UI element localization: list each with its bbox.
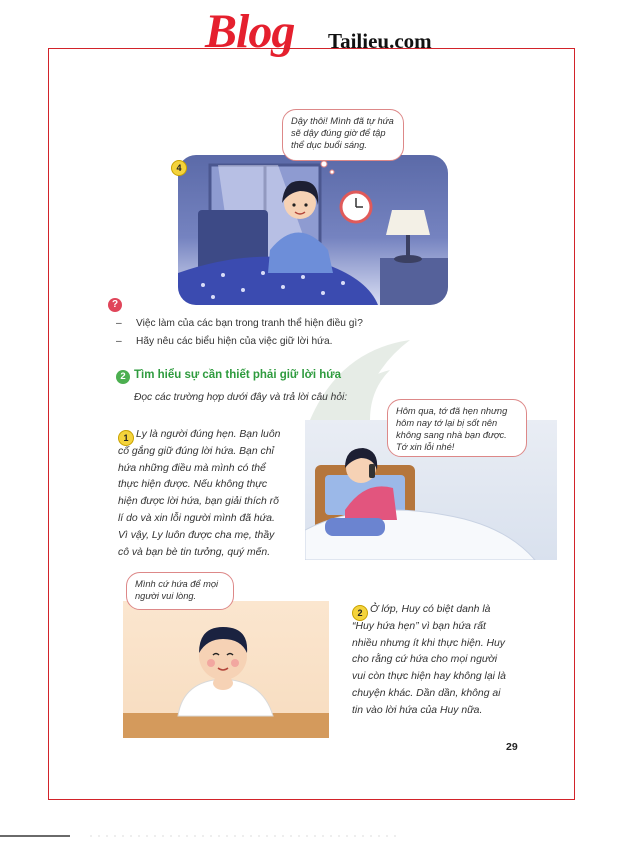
illustration-girl-alarm-clock xyxy=(178,155,448,305)
case2-paragraph xyxy=(352,602,530,720)
case1-line: lí do và xin lỗi người mình đã hứa. xyxy=(118,512,275,524)
case1-line: cố gắng giữ đúng lời hứa. Bạn chỉ xyxy=(118,445,274,457)
section-number-badge: 2 xyxy=(116,370,130,384)
illustration-boy-thinking xyxy=(123,601,329,738)
case1-line: hiện được lời hứa, bạn giải thích rõ xyxy=(118,496,279,508)
question-item-1: – Việc làm của các bạn trong tranh thể hiện điều gì? xyxy=(116,318,363,329)
case1-line: cô và bạn bè tin tưởng, quý mến. xyxy=(118,546,271,558)
case1-number-badge: 1 xyxy=(118,430,134,446)
section-title: Tìm hiểu sự cần thiết phải giữ lời hứa xyxy=(134,369,341,381)
speech-bubble-wake-up: Dậy thôi! Mình đã tự hứa sẽ dậy đúng giờ để tập thể dục buổi sáng. xyxy=(282,109,404,161)
case2-number-badge: 2 xyxy=(352,605,368,621)
case2-line: “Huy hứa hẹn” vì bạn hứa rất xyxy=(352,620,486,632)
girl-bed-illustration-icon xyxy=(178,155,448,305)
bubble-tail-dots-icon xyxy=(318,160,348,180)
case2-line: Ở lớp, Huy có biệt danh là xyxy=(370,604,491,615)
speech-bubble-promise: Mình cứ hứa để mọi người vui lòng. xyxy=(126,572,234,610)
logo-blog-text: Blog xyxy=(205,5,295,58)
case2-line: cho rằng cứ hứa cho mọi người xyxy=(352,654,498,666)
case1-paragraph xyxy=(118,427,296,561)
case2-line: tin vào lời hứa của Huy nữa. xyxy=(352,704,483,716)
footer-divider-icon xyxy=(0,830,625,842)
case1-line: hứa những điều mà mình có thể xyxy=(118,462,266,474)
question-icon: ? xyxy=(108,298,122,312)
case2-line: nhiều nhưng ít khi thực hiện. Huy xyxy=(352,637,505,649)
page-number: 29 xyxy=(506,741,518,753)
case2-line: chuyện khác. Dần dần, không ai xyxy=(352,687,501,699)
case1-line: Ly là người đúng hẹn. Bạn luôn xyxy=(136,429,281,440)
logo-tailieu-text: Tailieu.com xyxy=(328,29,432,53)
question-text-1: Việc làm của các bạn trong tranh thể hiện điều gì? xyxy=(136,318,363,329)
question-text-2: Hãy nêu các biểu hiện của việc giữ lời hứa. xyxy=(136,336,333,347)
boy-illustration-icon xyxy=(123,601,329,738)
case2-line: vui còn thực hiện hay không lại là xyxy=(352,671,506,683)
case1-line: Vì vậy, Ly luôn được cha mẹ, thầy xyxy=(118,529,275,541)
question-item-2: – Hãy nêu các biểu hiện của việc giữ lời hứa. xyxy=(116,336,333,347)
speech-bubble-apology: Hôm qua, tớ đã hẹn nhưng hôm nay tớ lại bị sốt nên không sang nhà bạn được. Tớ xin lỗi nhé! xyxy=(387,399,527,457)
case1-line: thực hiện được. Nếu không thực xyxy=(118,479,268,491)
section-intro: Đọc các trường hợp dưới đây và trả lời câu hỏi: xyxy=(134,392,348,403)
scene-number-badge: 4 xyxy=(171,160,187,176)
